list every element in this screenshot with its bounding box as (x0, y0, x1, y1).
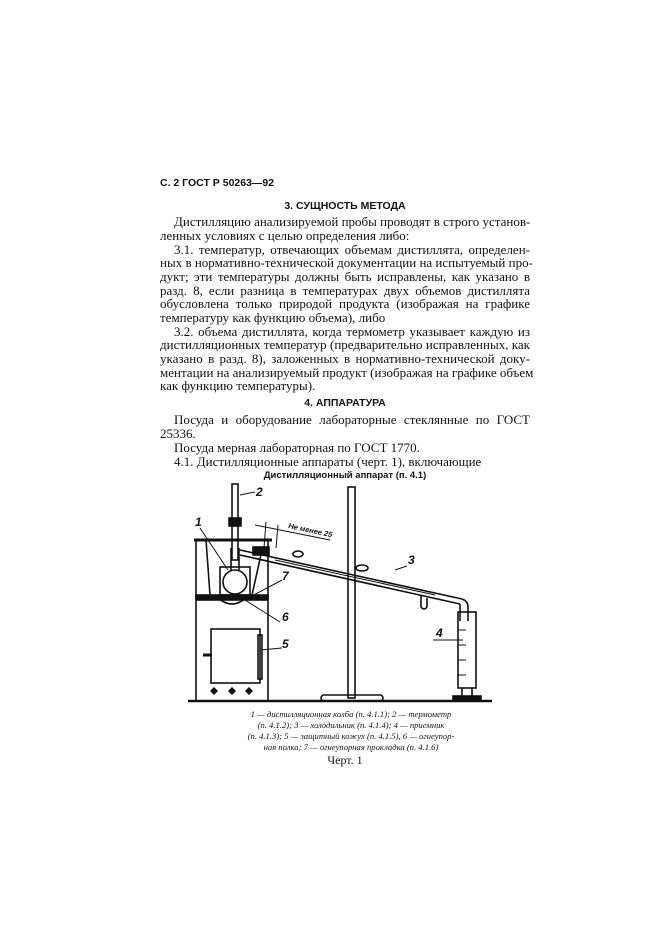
paragraph-line: указано в разд. 8), заложенных в нормативно-технической доку- (160, 351, 530, 366)
caption-line: ная полка; 7 — огнеупорная прокладка (п. 4.1.6) (263, 742, 439, 752)
paragraph-line: ленных условиях с целью определения либо: (160, 228, 410, 243)
dimension-label: Не менее 25 (287, 521, 334, 540)
page-header: С. 2 ГОСТ Р 50263—92 (160, 177, 275, 189)
label-1: 1 (195, 515, 202, 529)
section-4-title: 4. АППАРАТУРА (304, 397, 386, 409)
paragraph-line: как функцию температуры). (160, 378, 316, 393)
label-4: 4 (436, 626, 443, 640)
paragraph-line: 3.1. температур, отвечающих объемам дистиллята, определен- (174, 242, 530, 257)
stand (321, 487, 383, 701)
label-5: 5 (282, 637, 289, 651)
paragraph-line: ментации на анализируемый продукт (изображая на графике объем (160, 365, 534, 380)
paragraph-line: дистилляционных температур (предварительно исправленных, как (160, 337, 530, 352)
burner-knobs (210, 687, 253, 695)
caption-line: (п. 4.1.2); 3 — холодильник (п. 4.1.4); 4 — приемник (257, 720, 445, 730)
section-3-title: 3. СУЩНОСТЬ МЕТОДА (284, 200, 406, 212)
paragraph-line: ных в нормативно-технической документации на испытуемый про- (160, 255, 533, 270)
caption-line: (п. 4.1.3); 5 — защитный кожух (п. 4.1.5), 6 — огнеупор- (247, 731, 455, 741)
protective-housing (194, 540, 272, 701)
label-6: 6 (282, 610, 289, 624)
paragraph-line: Посуда мерная лабораторная по ГОСТ 1770. (174, 440, 420, 455)
paragraph-line: 3.2. объема дистиллята, когда термометр указывает каждую из (174, 324, 530, 339)
paragraph-line: температуру как функцию объема), либо (160, 310, 386, 325)
figure-number: Черт. 1 (327, 753, 363, 767)
label-2: 2 (256, 485, 263, 499)
paragraph-line: дукт; эти температуры должны быть исправлены, как указано в (160, 269, 530, 284)
paragraph-line: обусловлена только природой продукта (изображая на графике (160, 296, 530, 311)
paragraph-line: Дистилляцию анализируемой пробы проводят в строго установ- (174, 214, 531, 229)
receiver-cylinder (453, 612, 481, 700)
paragraph-line: разд. 8, если разница в температурах двух объемов дистиллята (160, 283, 530, 298)
figure-title: Дистилляционный аппарат (п. 4.1) (263, 470, 427, 481)
caption-line: 1 — дистилляционная колба (п. 4.1.1); 2 — термометр (250, 709, 452, 719)
paragraph-line: Посуда и оборудование лабораторные стеклянные по ГОСТ (174, 412, 530, 427)
distillation-flask (220, 548, 250, 595)
label-7: 7 (282, 569, 289, 583)
paragraph-line: 4.1. Дистилляционные аппараты (черт. 1), включающие (174, 454, 482, 469)
paragraph-line: 25336. (160, 426, 196, 441)
label-3: 3 (408, 553, 415, 567)
